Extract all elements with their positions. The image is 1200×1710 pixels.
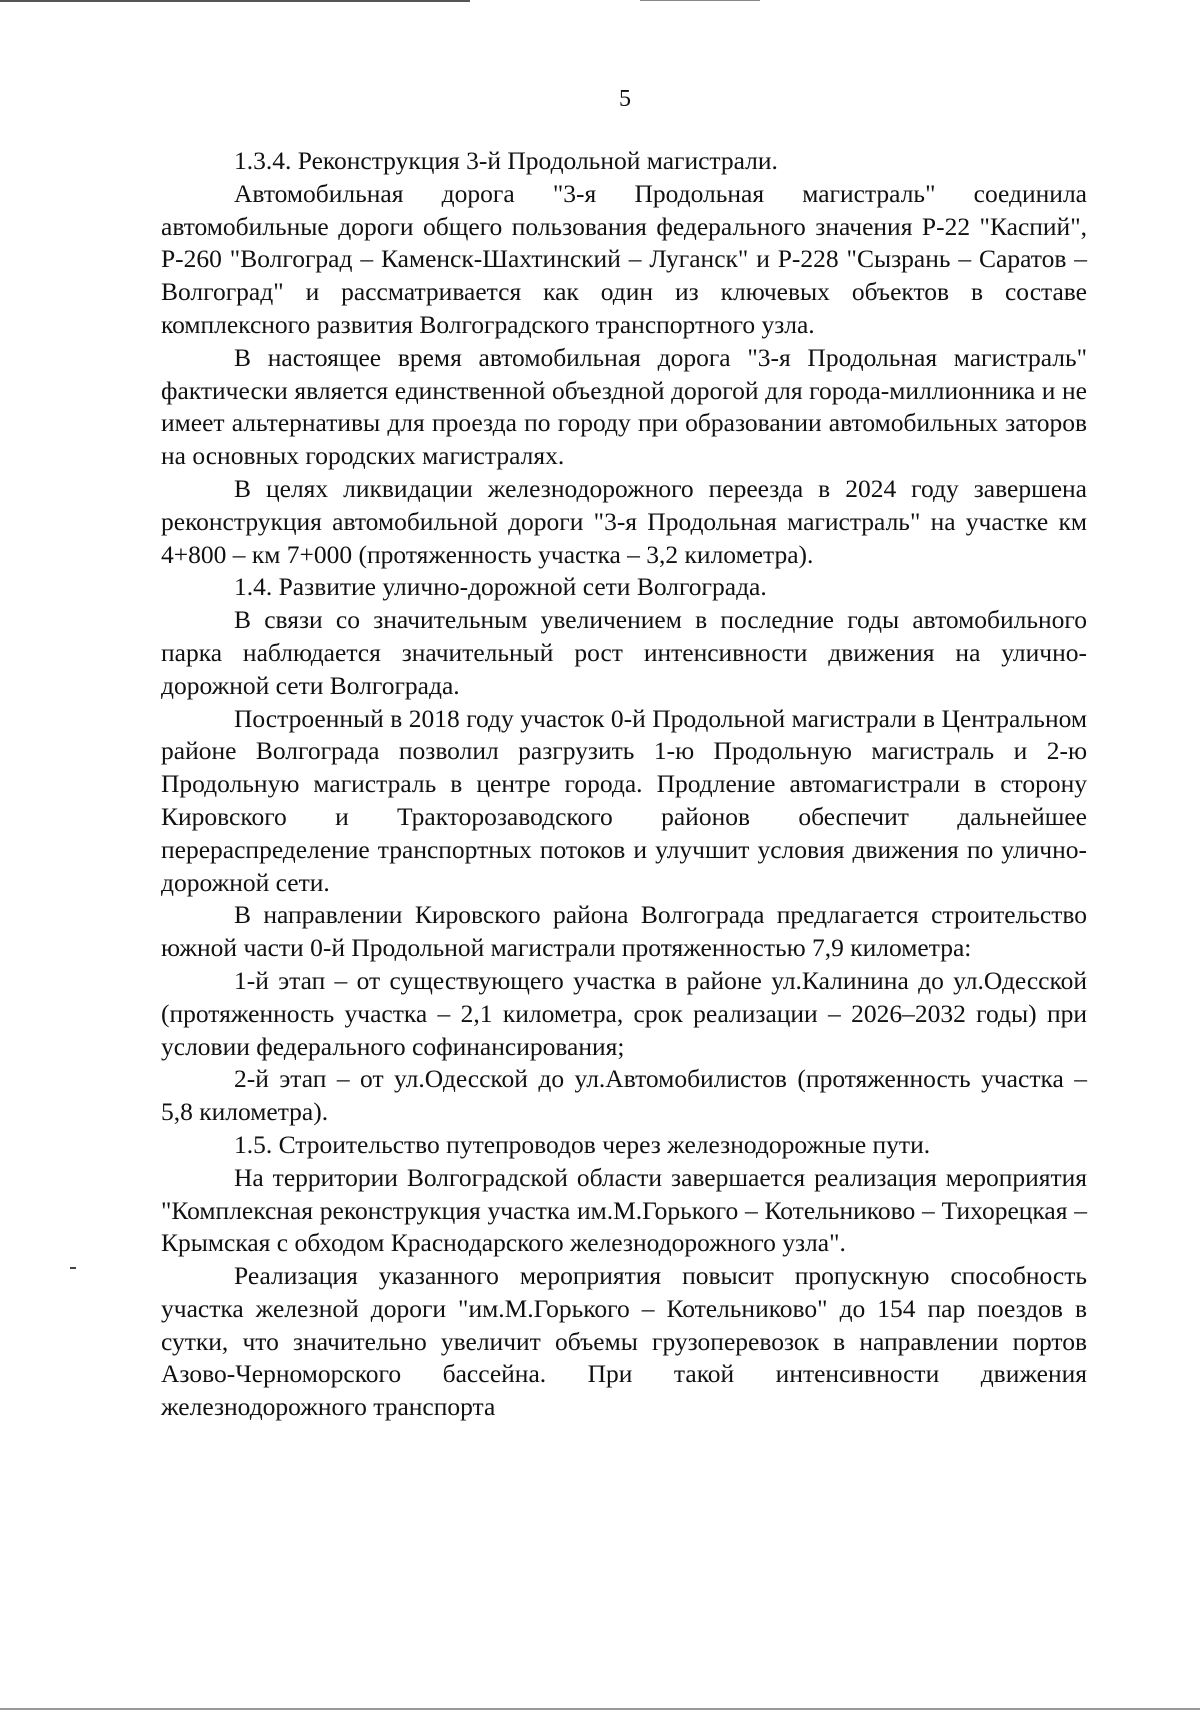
section-heading-1-5: 1.5. Строительство путепроводов через железнодорожные пути. [234,1129,931,1159]
scan-edge-top [0,0,470,2]
paragraph-bypass-road: В настоящее время автомобильная дорога "3-я Продольная магистраль" фактически является единственной объездной дорогой для города-миллионника и не имеет альтернативы для проезда по городу при образовании автомобильных заторов на основных городских магистралях. [161,342,1087,471]
paragraph-stage-2: 2-й этап – от ул.Одесской до ул.Автомобилистов (протяженность участка – 5,8 километра). [161,1064,1087,1127]
paragraph-traffic-growth: В связи со значительным увеличением в последние годы автомобильного парка наблюдается значительный рост интенсивности движения на улично-дорожной сети Волгограда. [161,605,1087,700]
paragraph-zero-ring-road: Построенный в 2018 году участок 0-й Продольной магистрали в Центральном районе Волгограда позволил разгрузить 1-ю Продольную магистраль и 2-ю Продольную магистраль в центре города. Продление автомагистрали в сторону Кировского и Тракторозаводского районов обеспечит дальнейшее перераспределение транспортных потоков и улучшит условия движения по улично-дорожной сети. [161,703,1087,897]
paragraph-throughput-increase: Реализация указанного мероприятия повысит пропускную способность участка железной дороги "им.М.Горького – Котельниково" до 154 пар поездов в сутки, что значительно увеличит объемы грузоперевозок в направлении портов Азово-Черноморского бассейна. При такой интенсивности движения железнодорожного транспорта [161,1261,1087,1422]
section-heading-1-4: 1.4. Развитие улично-дорожной сети Волгограда. [234,572,767,602]
paragraph-third-ring-road-description: Автомобильная дорога "3-я Продольная магистраль" соединила автомобильные дороги общего пользования федерального значения Р-22 "Каспий", Р-260 "Волгоград – Каменск-Шахтинский – Луганск" и Р-228 "Сызрань – Саратов – Волгоград" и рассматривается как один из ключевых объектов в составе комплексного развития Волгоградского транспортного узла. [161,178,1087,339]
scan-artifact-mark [70,1267,76,1269]
scan-edge-top-fragment [640,0,760,1]
document-body [161,145,1087,1424]
section-heading-1-3-4: 1.3.4. Реконструкция 3-й Продольной магистрали. [234,146,778,175]
page-number: 5 [619,86,631,112]
paragraph-stage-1: 1-й этап – от существующего участка в районе ул.Калинина до ул.Одесской (протяженность участка – 2,1 километра, срок реализации – 2026–2032 годы) при условии федерального софинансирования; [161,965,1087,1061]
paragraph-kirovsky-direction: В направлении Кировского района Волгограда предлагается строительство южной части 0-й Продольной магистрали протяженностью 7,9 километра: [161,900,1087,963]
paragraph-crossing-liquidation: В целях ликвидации железнодорожного переезда в 2024 году завершена реконструкция автомобильной дороги "3-я Продольная магистраль" на участке км 4+800 – км 7+000 (протяженность участка – 3,2 километра). [161,473,1087,569]
paragraph-railway-reconstruction: На территории Волгоградской области завершается реализация мероприятия "Комплексная реконструкция участка им.М.Горького – Котельниково – Тихорецкая – Крымская с обходом Краснодарского железнодорожного узла". [161,1162,1087,1258]
